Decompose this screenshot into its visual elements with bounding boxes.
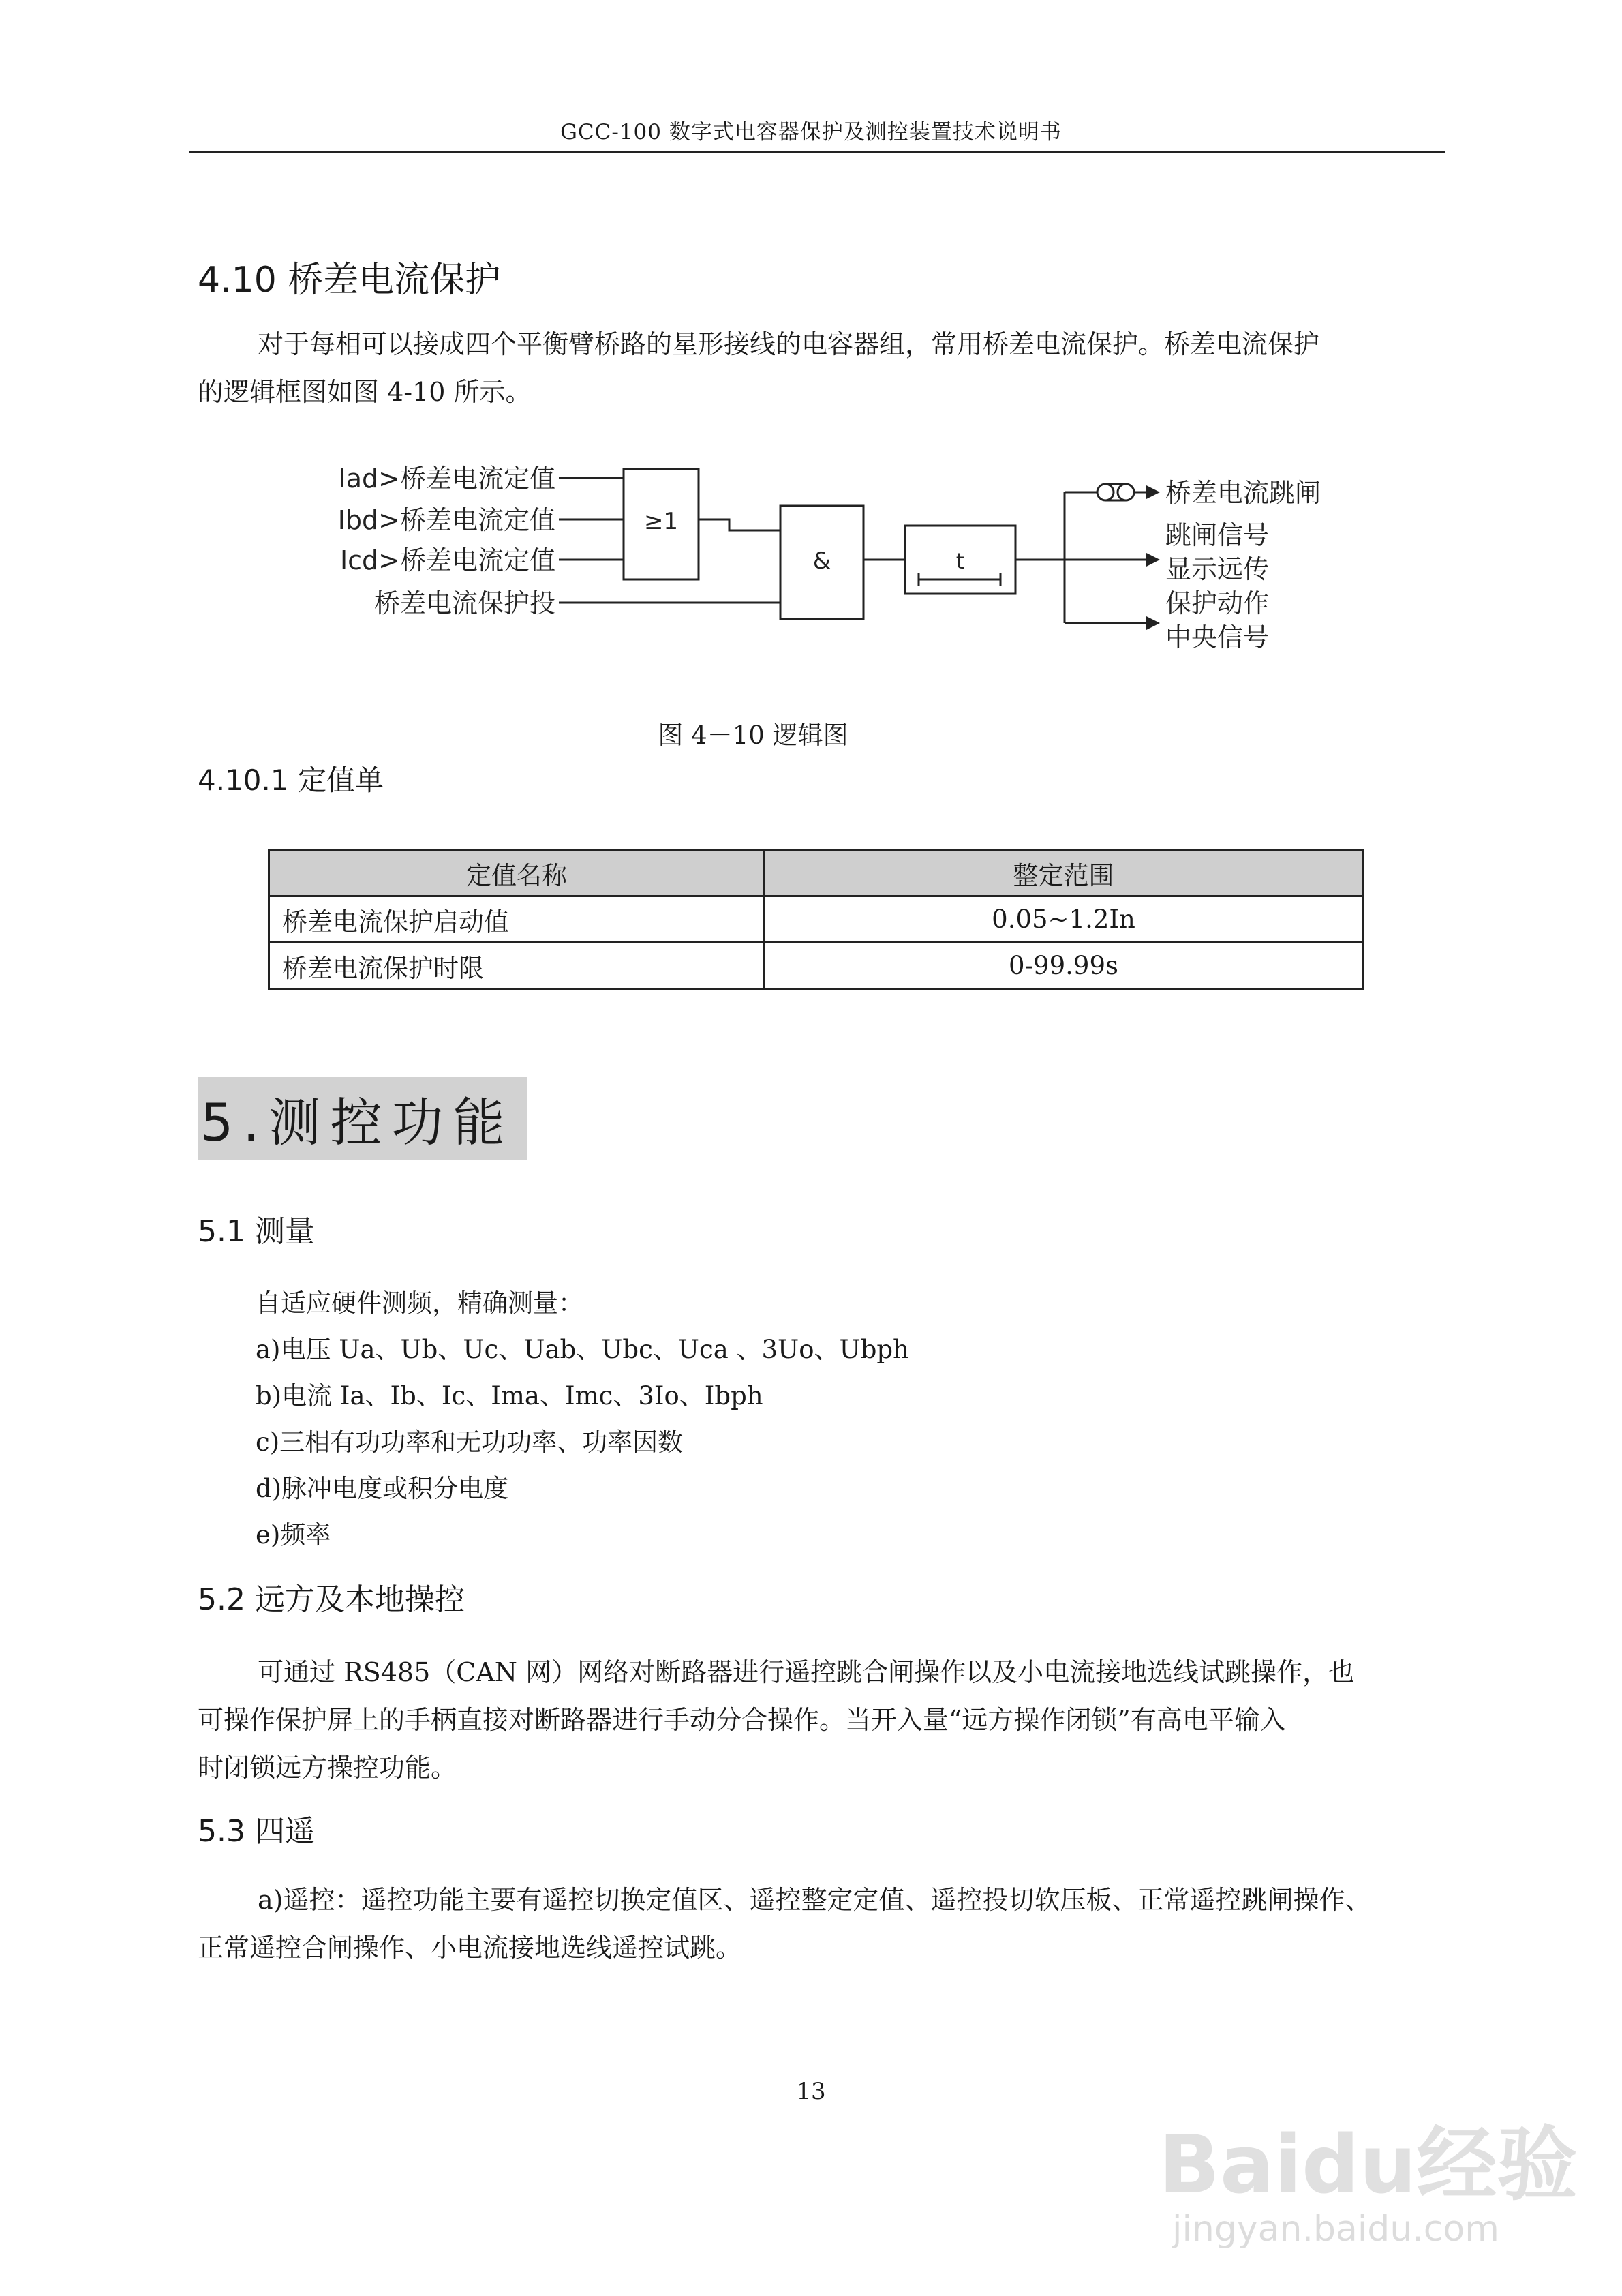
and-gate-label: & xyxy=(812,547,831,575)
logic-diagram xyxy=(286,443,1404,689)
list-item: c)三相有功功率和无功功率、功率因数 xyxy=(256,1428,684,1457)
list-item: a)电压 Ua、Ub、Uc、Uab、Ubc、Uca 、3Uo、Ubph xyxy=(256,1335,909,1364)
remote-control-line-2: 可操作保护屏上的手柄直接对断路器进行手动分合操作。当开入量“远方操作闭锁”有高电平输入 xyxy=(198,1705,1286,1735)
table-header-name: 定值名称 xyxy=(269,850,765,896)
output-protect-label: 保护动作 xyxy=(1165,588,1270,618)
table-cell-name: 桥差电流保护启动值 xyxy=(269,896,765,943)
table-row xyxy=(269,943,1363,989)
intro-line-1: 对于每相可以接成四个平衡臂桥路的星形接线的电容器组，常用桥差电流保护。桥差电流保护 xyxy=(258,329,1320,359)
telecontrol-line-1: a)遥控：遥控功能主要有遥控切换定值区、遥控整定定值、遥控投切软压板、正常遥控跳闸操作、 xyxy=(258,1885,1371,1915)
measurement-intro: 自适应硬件测频，精确测量： xyxy=(256,1288,583,1318)
section-5-heading: 5.测控功能 xyxy=(198,1077,527,1160)
section-5-2-heading: 5.2 远方及本地操控 xyxy=(198,1582,465,1617)
arrow-signal xyxy=(1146,553,1160,567)
table-row xyxy=(269,896,1363,943)
table-cell-range: 0-99.99s xyxy=(765,943,1363,989)
header-rule xyxy=(189,151,1445,153)
timer-label: t xyxy=(955,548,965,574)
figure-caption: 图 4－10 逻辑图 xyxy=(658,721,848,750)
output-trip-signal-label: 跳闸信号 xyxy=(1165,520,1270,550)
output-remote-label: 显示远传 xyxy=(1165,554,1270,584)
list-item: e)频率 xyxy=(256,1520,331,1550)
output-trip-label: 桥差电流跳闸 xyxy=(1165,478,1321,508)
or-to-and-line xyxy=(699,519,780,530)
section-5-2-body xyxy=(198,1648,1445,1792)
list-item: b)电流 Ia、Ib、Ic、Ima、Imc、3Io、Ibph xyxy=(256,1381,763,1410)
connector-circle-right xyxy=(1118,484,1134,500)
document-header: GCC-100 数字式电容器保护及测控装置技术说明书 xyxy=(560,120,1062,145)
input-iad-label: Iad>桥差电流定值 xyxy=(338,464,555,494)
section-4-10-1-heading: 4.10.1 定值单 xyxy=(198,764,384,797)
section-5-3-heading: 5.3 四遥 xyxy=(198,1814,315,1849)
baidu-watermark-logo: Baidu经验 xyxy=(1159,2117,1578,2211)
output-central-label: 中央信号 xyxy=(1165,622,1270,652)
input-icd-label: Icd>桥差电流定值 xyxy=(339,545,555,575)
arrow-trip xyxy=(1146,485,1160,499)
section-4-10-intro xyxy=(198,320,1445,416)
or-gate-label: ≥1 xyxy=(643,508,679,535)
measurement-list xyxy=(256,1280,909,1558)
remote-control-line-1: 可通过 RS485（CAN 网）网络对断路器进行遥控跳合闸操作以及小电流接地选线试跳操作，也 xyxy=(258,1657,1355,1687)
setting-table xyxy=(268,849,1364,990)
arrow-protect xyxy=(1146,616,1160,630)
input-ibd-label: Ibd>桥差电流定值 xyxy=(337,505,555,535)
table-cell-name: 桥差电流保护时限 xyxy=(269,943,765,989)
table-cell-range: 0.05~1.2In xyxy=(765,896,1363,943)
page-number: 13 xyxy=(796,2078,826,2105)
remote-control-line-3: 时闭锁远方操控功能。 xyxy=(198,1753,457,1783)
list-item: d)脉冲电度或积分电度 xyxy=(256,1474,509,1503)
section-4-10-heading: 4.10 桥差电流保护 xyxy=(198,260,501,301)
telecontrol-line-2: 正常遥控合闸操作、小电流接地选线遥控试跳。 xyxy=(198,1933,742,1963)
table-header-row xyxy=(269,850,1363,896)
input-enable-label: 桥差电流保护投 xyxy=(373,588,555,618)
connector-circle-left xyxy=(1097,484,1114,500)
section-5-3-body xyxy=(198,1876,1445,1972)
table-header-range: 整定范围 xyxy=(765,850,1363,896)
intro-line-2: 的逻辑框图如图 4-10 所示。 xyxy=(198,377,532,407)
baidu-watermark-url: jingyan.baidu.com xyxy=(1172,2209,1499,2250)
section-5-1-heading: 5.1 测量 xyxy=(198,1214,315,1249)
